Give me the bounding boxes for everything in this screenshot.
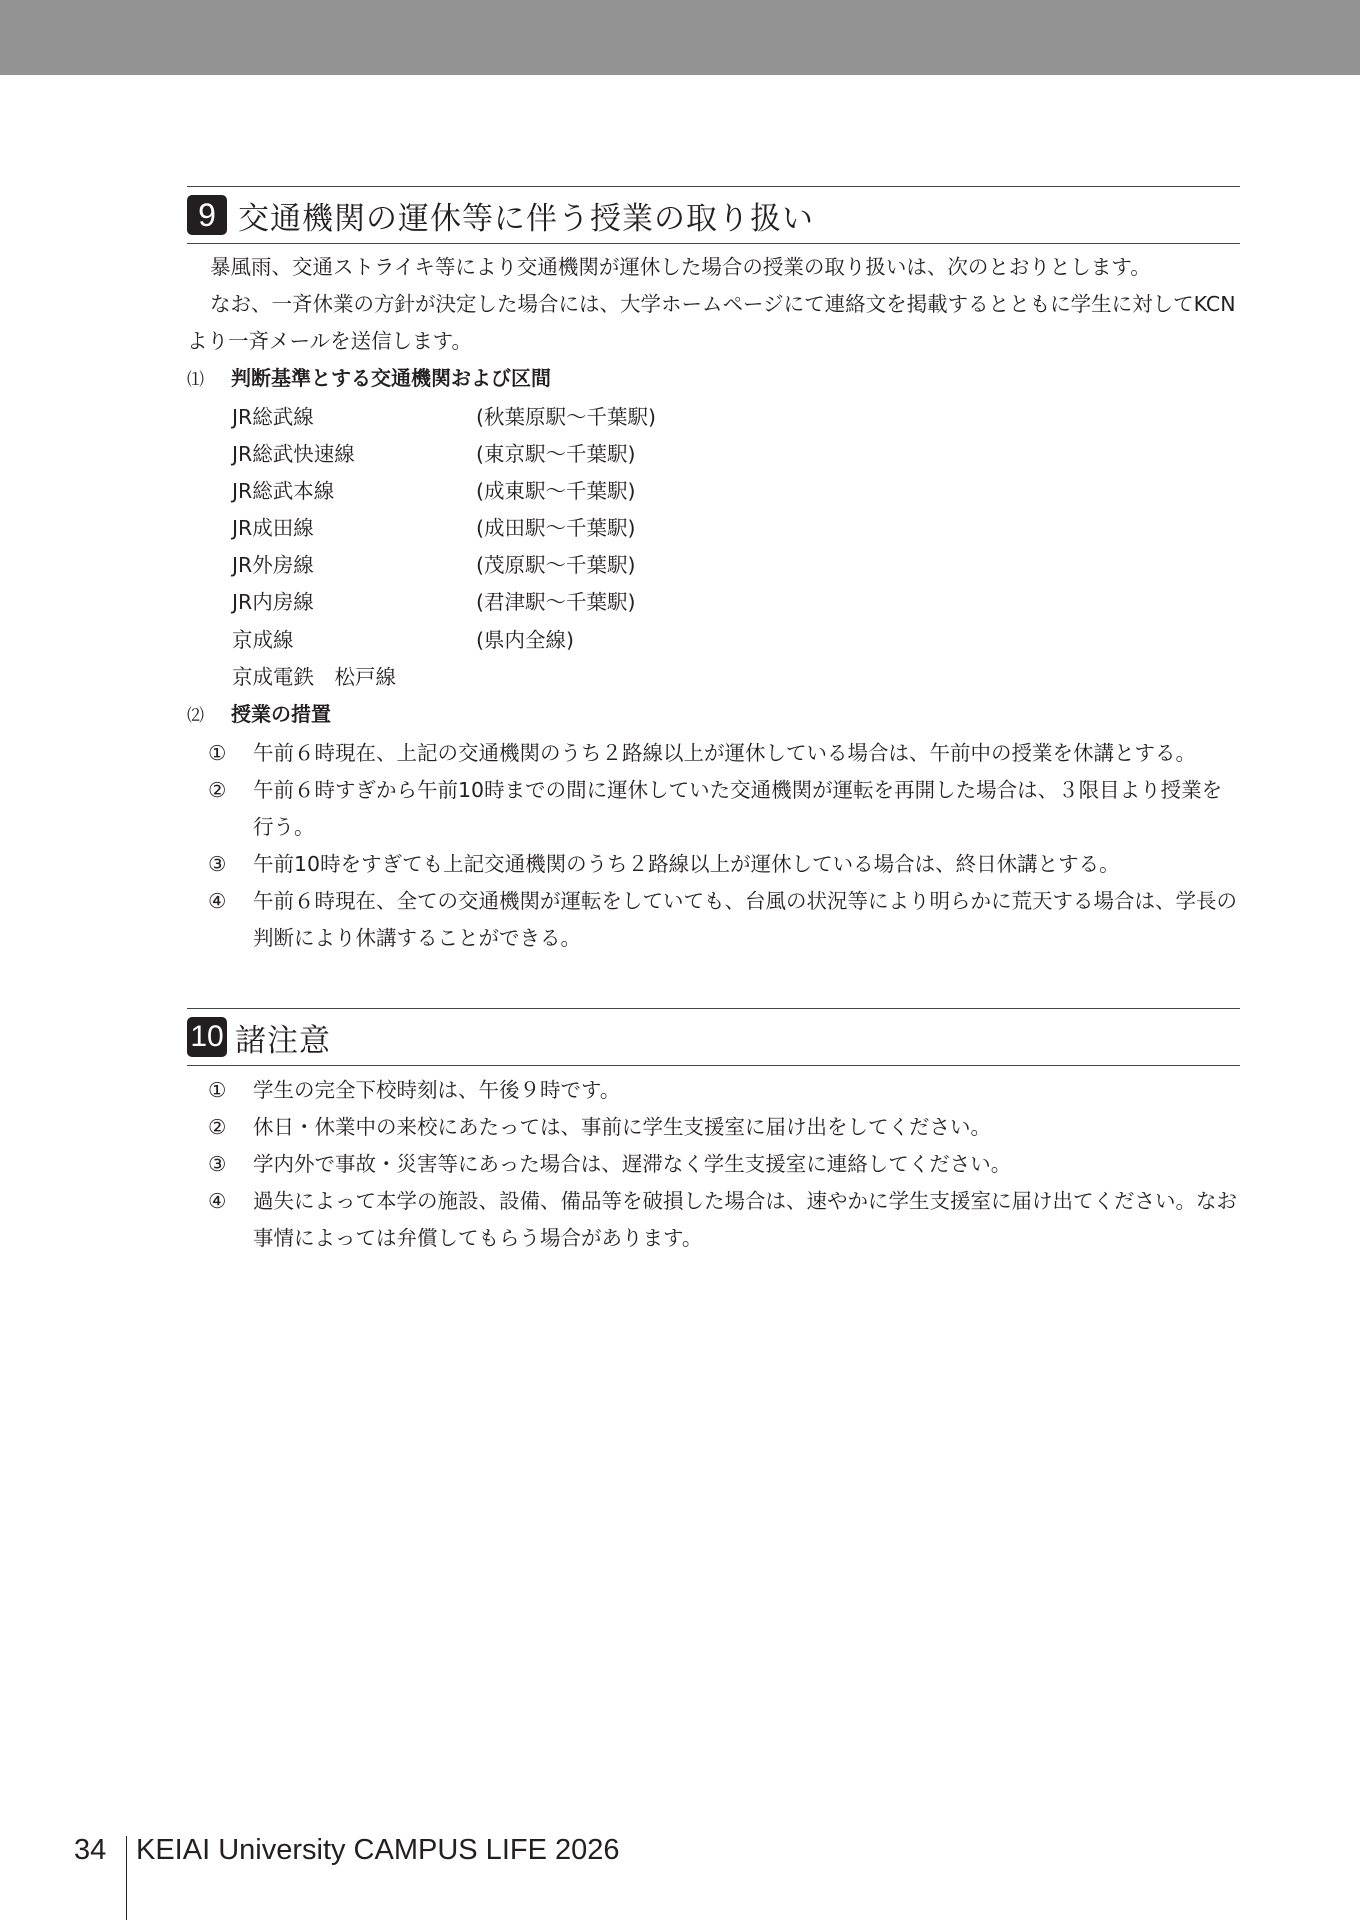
route-row xyxy=(187,436,1240,473)
route-row xyxy=(187,399,1240,436)
list-item xyxy=(187,1146,1240,1183)
page-number: 34 xyxy=(74,1834,107,1866)
route-section: (成東駅〜千葉駅) xyxy=(476,479,636,504)
item-marker: ② xyxy=(208,777,227,802)
top-header-band xyxy=(0,0,1360,75)
section-heading xyxy=(187,187,1240,243)
subsection-heading-criteria xyxy=(187,360,1240,399)
list-item xyxy=(187,735,1240,772)
page-footer xyxy=(74,1834,118,1867)
footer-title: KEIAI University CAMPUS LIFE 2026 xyxy=(136,1834,620,1866)
route-row xyxy=(187,584,1240,621)
route-row xyxy=(187,510,1240,547)
list-item xyxy=(187,846,1240,883)
list-item xyxy=(187,772,1240,846)
route-line: JR総武本線 xyxy=(232,479,335,504)
route-line: JR総武快速線 xyxy=(232,442,355,467)
route-section: (君津駅〜千葉駅) xyxy=(476,590,636,615)
subsection-marker: ⑴ xyxy=(187,370,204,390)
route-list xyxy=(187,399,1240,696)
subsection-title: 授業の措置 xyxy=(231,701,331,726)
section-9 xyxy=(187,186,1240,957)
footer-divider xyxy=(126,1836,127,1920)
item-marker: ② xyxy=(208,1115,227,1139)
item-marker: ③ xyxy=(208,851,227,876)
route-line: JR総武線 xyxy=(232,405,314,429)
item-marker: ③ xyxy=(208,1152,227,1176)
list-item xyxy=(187,1072,1240,1109)
section-number-badge: 10 xyxy=(187,1017,227,1057)
item-text: 午前６時現在、全ての交通機関が運転をしていても、台風の状況等により明らかに荒天する場合は、学長の判断により休講することができる。 xyxy=(253,888,1237,950)
route-section: (成田駅〜千葉駅) xyxy=(476,516,636,541)
subsection-heading-measures xyxy=(187,696,1240,735)
route-line: JR成田線 xyxy=(232,516,314,541)
item-text: 休日・休業中の来校にあたっては、事前に学生支援室に届け出をしてください。 xyxy=(253,1115,991,1139)
item-text: 午前６時すぎから午前10時までの間に運休していた交通機関が運転を再開した場合は、３限目より授業を行う。 xyxy=(253,777,1223,839)
list-item xyxy=(187,1109,1240,1146)
subsection-marker: ⑵ xyxy=(187,705,204,726)
route-section: (茂原駅〜千葉駅) xyxy=(476,553,636,578)
item-text: 学生の完全下校時刻は、午後９時です。 xyxy=(253,1078,621,1102)
route-section: (東京駅〜千葉駅) xyxy=(476,442,636,467)
item-marker: ① xyxy=(208,1078,227,1102)
route-line: 京成電鉄 松戸線 xyxy=(232,664,396,689)
item-text: 午前10時をすぎても上記交通機関のうち２路線以上が運休している場合は、終日休講とする。 xyxy=(253,851,1120,876)
notes-list xyxy=(187,1072,1240,1257)
section-number-badge: 9 xyxy=(187,195,227,235)
route-row xyxy=(187,622,1240,659)
route-row xyxy=(187,547,1240,584)
item-marker: ④ xyxy=(208,1189,227,1213)
section-10 xyxy=(187,1008,1240,1257)
item-text: 学内外で事故・災害等にあった場合は、遅滞なく学生支援室に連絡してください。 xyxy=(253,1152,1012,1176)
list-item xyxy=(187,1183,1240,1257)
item-text: 午前６時現在、上記の交通機関のうち２路線以上が運休している場合は、午前中の授業を休講とする。 xyxy=(253,740,1196,765)
route-section: (秋葉原駅〜千葉駅) xyxy=(476,405,656,429)
section-title: 諸注意 xyxy=(235,1022,331,1059)
route-line: JR外房線 xyxy=(232,553,314,578)
notice-paragraph: なお、一斉休業の方針が決定した場合には、大学ホームページにて連絡文を掲載するとともに学生に対してKCNより一斉メールを送信します。 xyxy=(187,292,1236,353)
measures-list xyxy=(187,735,1240,957)
route-line: 京成線 xyxy=(232,627,294,652)
item-text: 過失によって本学の施設、設備、備品等を破損した場合は、速やかに学生支援室に届け出てください。なお事情によっては弁償してもらう場合があります。 xyxy=(253,1189,1237,1250)
section-title: 交通機関の運休等に伴う授業の取り扱い xyxy=(238,200,814,237)
list-item xyxy=(187,883,1240,957)
section-heading xyxy=(187,1009,1240,1065)
route-row xyxy=(187,473,1240,510)
item-marker: ① xyxy=(208,740,227,765)
route-row xyxy=(187,659,1240,696)
subsection-title: 判断基準とする交通機関および区間 xyxy=(231,366,551,390)
route-section: (県内全線) xyxy=(476,627,574,652)
item-marker: ④ xyxy=(208,888,227,913)
route-line: JR内房線 xyxy=(232,590,314,615)
intro-paragraph: 暴風雨、交通ストライキ等により交通機関が運休した場合の授業の取り扱いは、次のとおりとします。 xyxy=(210,255,1151,279)
